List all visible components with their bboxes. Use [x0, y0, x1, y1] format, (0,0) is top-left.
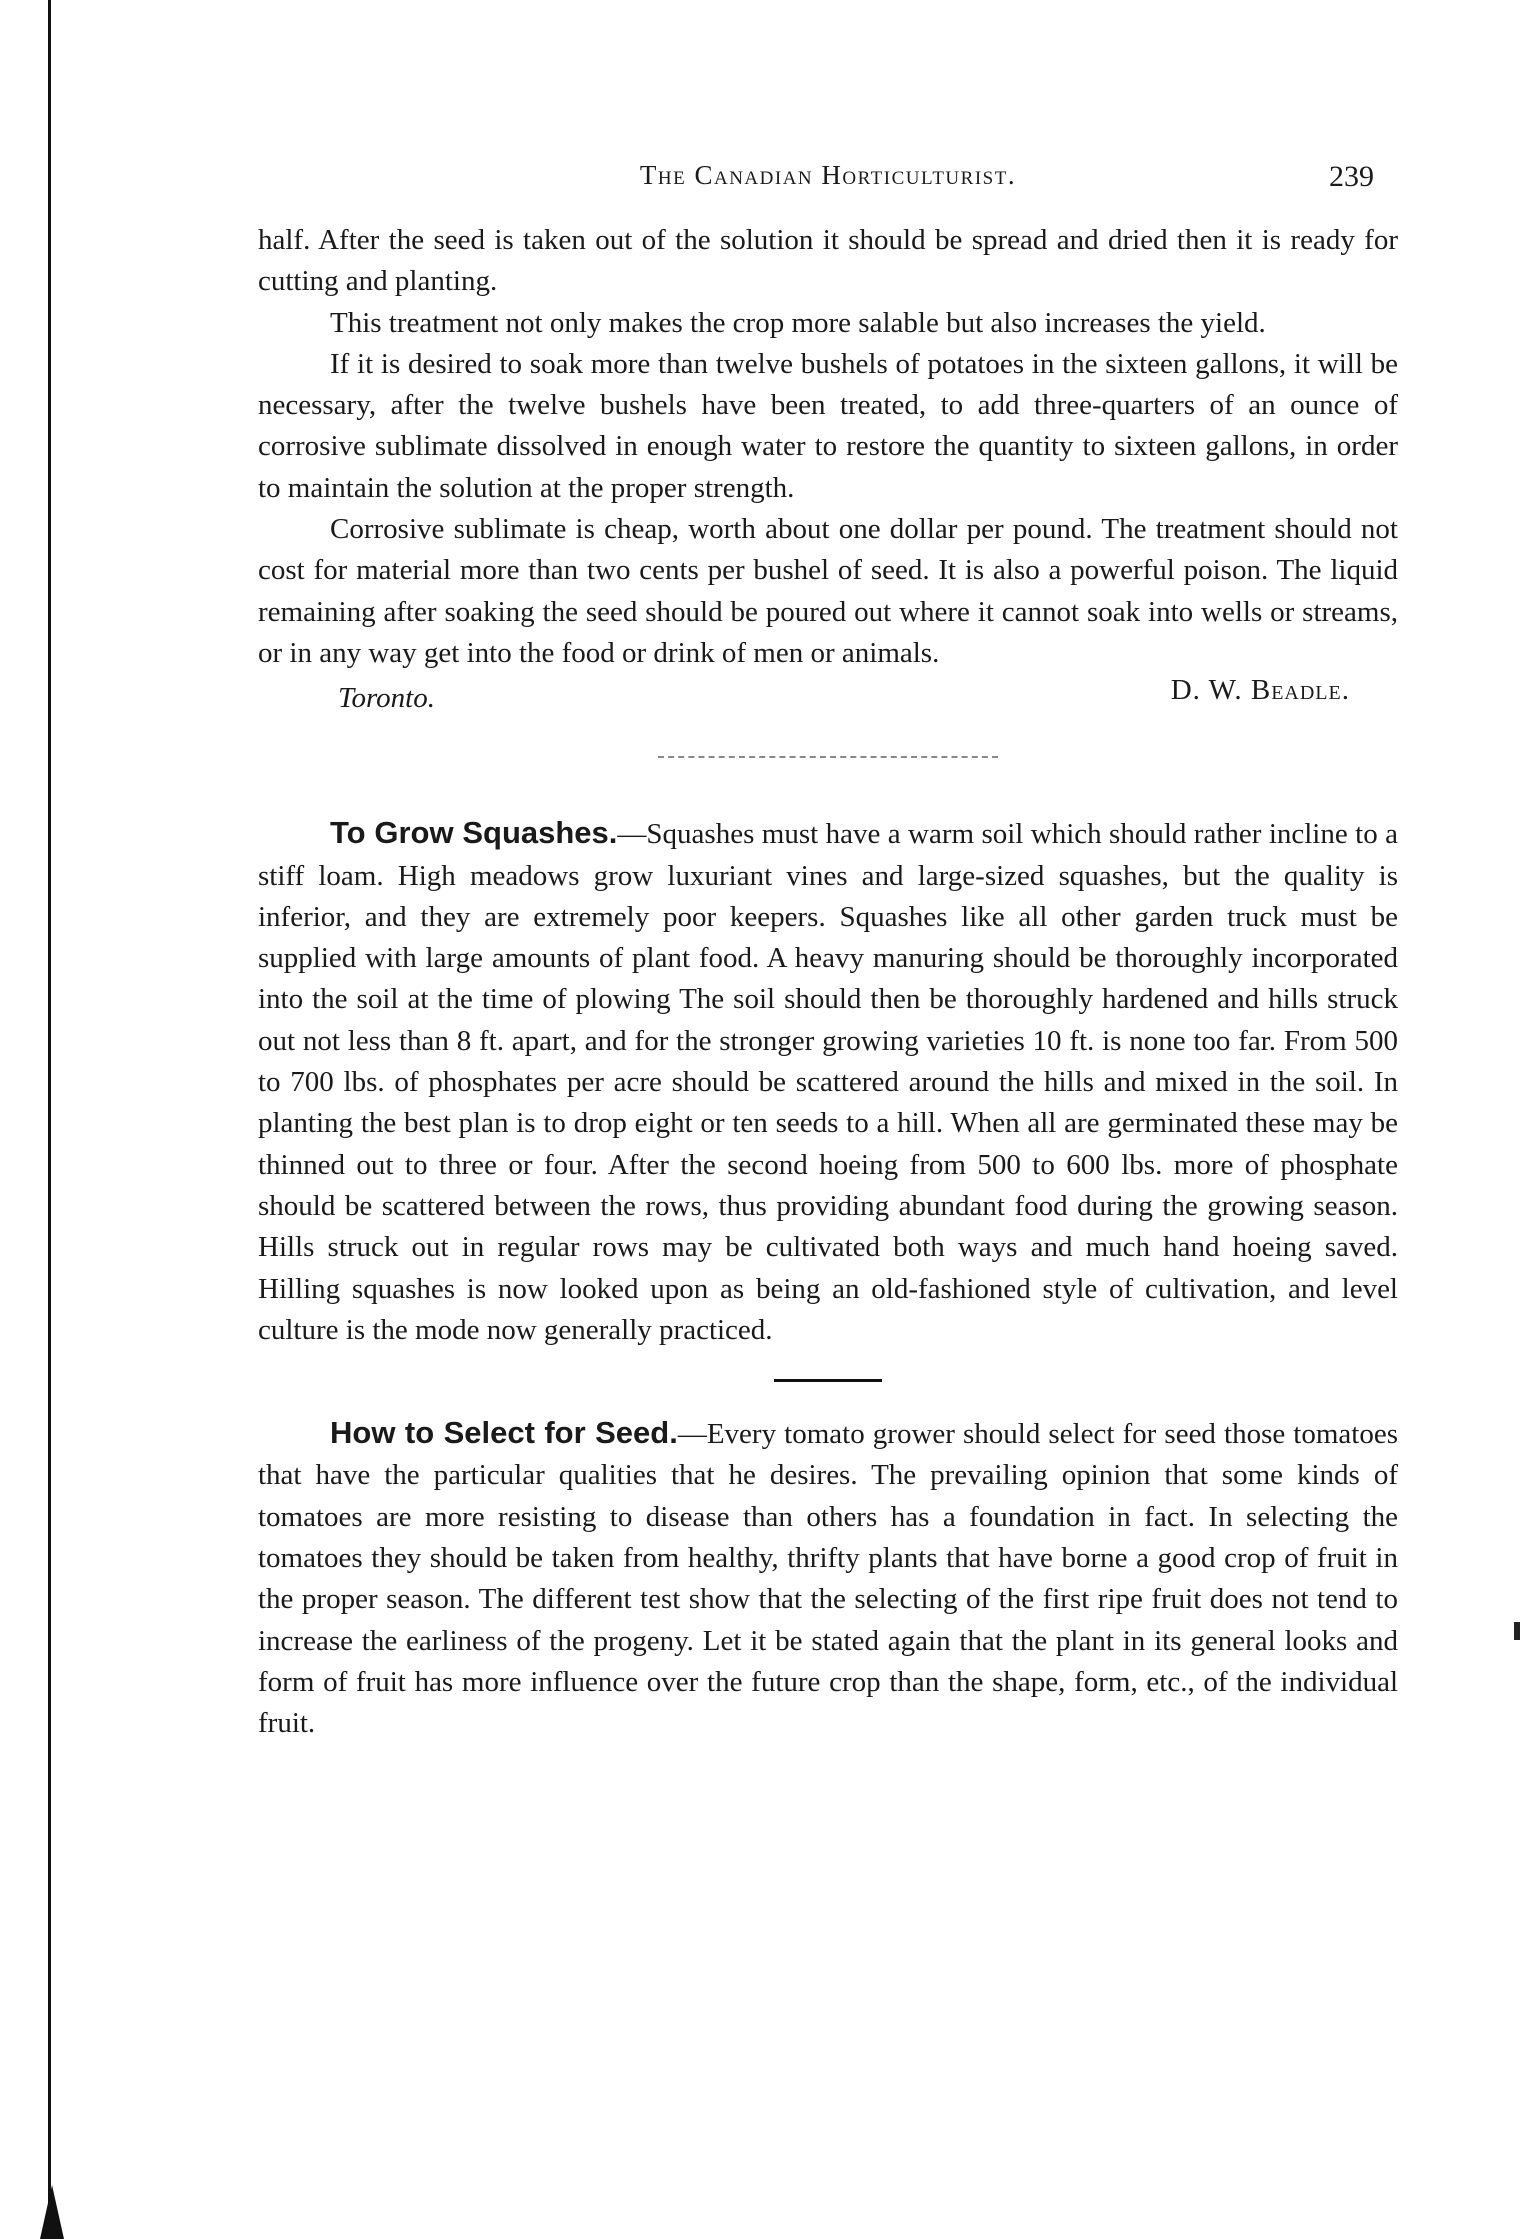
paragraph: Corrosive sublimate is cheap, worth about one dollar per pound. The treatment should not cost for material more than two cents per bushel of seed. It is also a powerful poison. The liquid remaining after soaking the seed should be poured out where it cannot soak into wells or streams, or in any way get into the food or drink of men or animals. — [258, 513, 1398, 669]
page-edge-mark — [1514, 1622, 1520, 1640]
article-seed-treatment — [258, 220, 1398, 726]
paragraph — [258, 1412, 1398, 1744]
running-title: The Canadian Horticulturist. — [639, 160, 1017, 190]
page-number: 239 — [1329, 160, 1374, 193]
author-name: D. W. Beadle. — [1170, 674, 1350, 707]
section-heading: How to Select for Seed. — [330, 1415, 678, 1451]
place-name: Toronto. — [338, 682, 435, 715]
paragraph: half. After the seed is taken out of the solution it should be spread and dried then it is ready for cutting and planting. — [258, 224, 1398, 298]
section-heading: To Grow Squashes. — [330, 815, 618, 851]
article-squashes — [258, 812, 1398, 1351]
binding-edge-line — [48, 0, 51, 2239]
paragraph: If it is desired to soak more than twelve bushels of potatoes in the sixteen gallons, it will be necessary, after the twelve bushels have been treated, to add three-quarters of an ounce of corrosive sublimate dissolved in enough water to restore the quantity to sixteen gallons, in order to maintain the solution at the proper strength. — [258, 347, 1398, 504]
section-divider — [658, 756, 998, 758]
binding-edge-mark — [40, 2185, 64, 2239]
article-select-seed — [258, 1412, 1398, 1744]
paragraph-body: —Every tomato grower should select for seed those tomatoes that have the particular qualities that he desires. The prevailing opinion that some kinds of tomatoes are more resisting to disease than others has a foundation in fact. In selecting the tomatoes they should be taken from healthy, thrifty plants that have borne a good crop of fruit in the proper season. The different test show that the selecting of the first ripe fruit does not tend to increase the earliness of the progeny. Let it be stated again that the plant in its general looks and form of fruit has more influence over the future crop than the shape, form, etc., of the individual fruit. — [258, 1418, 1399, 1740]
paragraph — [258, 812, 1398, 1351]
article-signoff — [258, 674, 1398, 726]
page-content — [258, 160, 1398, 1745]
page-header — [258, 160, 1398, 208]
section-divider — [774, 1379, 882, 1382]
paragraph: This treatment not only makes the crop more salable but also increases the yield. — [330, 306, 1266, 339]
paragraph-body: —Squashes must have a warm soil which should rather incline to a stiff loam. High meadows grow luxuriant vines and large-sized squashes, but the quality is inferior, and they are extremely poor keepers. Squashes like all other garden truck must be supplied with large amounts of plant food. A heavy manuring should be thoroughly incorporated into the soil at the time of plowing The soil should then be thoroughly hardened and hills struck out not less than 8 ft. apart, and for the stronger growing varieties 10 ft. is none too far. From 500 to 700 lbs. of phosphates per acre should be scattered around the hills and mixed in the soil. In planting the best plan is to drop eight or ten seeds to a hill. When all are germinated these may be thinned out to three or four. After the second hoeing from 500 to 600 lbs. more of phosphate should be scattered between the rows, thus providing abundant food during the growing season. Hills struck out in regular rows may be cultivated both ways and much hand hoeing saved. Hilling squashes is now looked upon as being an old-fashioned style of cultivation, and level culture is the mode now generally practiced. — [258, 818, 1398, 1346]
